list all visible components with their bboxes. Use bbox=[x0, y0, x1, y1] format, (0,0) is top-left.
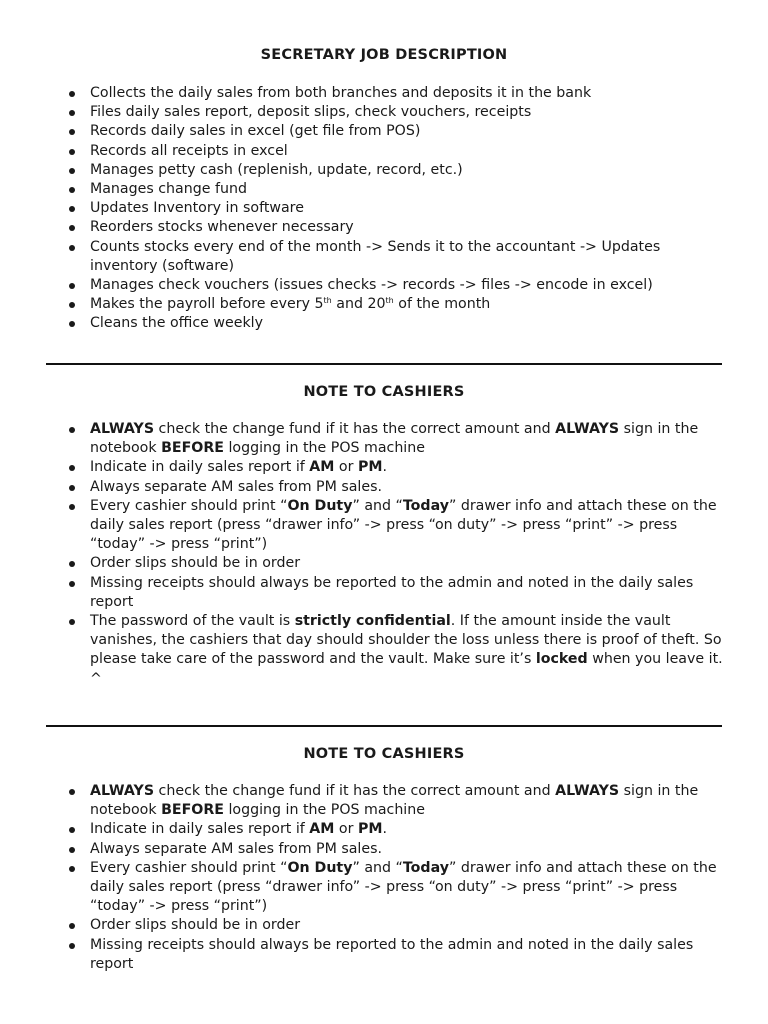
duty-item: Counts stocks every end of the month -> Sends it to the accountant -> Updates inventory (software) bbox=[90, 238, 730, 276]
note-item: Always separate AM sales from PM sales. bbox=[90, 840, 730, 859]
duty-item: Manages check vouchers (issues checks -> records -> files -> encode in excel) bbox=[90, 276, 730, 295]
cashiers-note-section-1 bbox=[0, 383, 768, 401]
secretary-duties-list bbox=[90, 84, 730, 334]
cashiers-note-title: NOTE TO CASHIERS bbox=[303, 746, 465, 762]
duty-item: Cleans the office weekly bbox=[90, 314, 730, 333]
duty-item: Records all receipts in excel bbox=[90, 142, 730, 161]
duty-item: Files daily sales report, deposit slips, check vouchers, receipts bbox=[90, 103, 730, 122]
note-item: Order slips should be in order bbox=[90, 916, 730, 935]
note-item-indicate: Indicate in daily sales report if AM or PM. bbox=[90, 820, 730, 839]
secretary-section bbox=[0, 46, 768, 64]
duty-item: Reorders stocks whenever necessary bbox=[90, 218, 730, 237]
note-item-indicate: Indicate in daily sales report if AM or PM. bbox=[90, 458, 730, 477]
note-item: Missing receipts should always be reported to the admin and noted in the daily sales report bbox=[90, 936, 730, 974]
note-item-always: ALWAYS check the change fund if it has the correct amount and ALWAYS sign in the notebook BEFORE logging in the POS machine bbox=[90, 420, 730, 458]
cashiers-notes-list bbox=[90, 782, 730, 974]
section-divider bbox=[46, 363, 722, 365]
cashiers-notes-list bbox=[90, 420, 730, 689]
duty-item: Collects the daily sales from both branches and deposits it in the bank bbox=[90, 84, 730, 103]
note-item: Order slips should be in order bbox=[90, 554, 730, 573]
secretary-title: SECRETARY JOB DESCRIPTION bbox=[260, 47, 508, 63]
section-divider bbox=[46, 725, 722, 727]
note-item-vault: The password of the vault is strictly confidential. If the amount inside the vault vanishes, the cashiers that day should shoulder the loss unless there is proof of theft. So please take care of the password and the vault. Make sure it’s locked when you leave it. ^ bbox=[90, 612, 730, 689]
duty-item: Records daily sales in excel (get file from POS) bbox=[90, 122, 730, 141]
note-item: Always separate AM sales from PM sales. bbox=[90, 478, 730, 497]
duty-item: Updates Inventory in software bbox=[90, 199, 730, 218]
note-item-print: Every cashier should print “On Duty” and “Today” drawer info and attach these on the daily sales report (press “drawer info” -> press “on duty” -> press “print” -> press “today” -> press “print”) bbox=[90, 497, 730, 555]
note-item-always: ALWAYS check the change fund if it has the correct amount and ALWAYS sign in the notebook BEFORE logging in the POS machine bbox=[90, 782, 730, 820]
note-item: Missing receipts should always be reported to the admin and noted in the daily sales report bbox=[90, 574, 730, 612]
cashiers-note-title: NOTE TO CASHIERS bbox=[303, 384, 465, 400]
duty-item: Manages change fund bbox=[90, 180, 730, 199]
cashiers-note-section-2 bbox=[0, 745, 768, 763]
note-item-print: Every cashier should print “On Duty” and “Today” drawer info and attach these on the daily sales report (press “drawer info” -> press “on duty” -> press “print” -> press “today” -> press “print”) bbox=[90, 859, 730, 917]
duty-item: Manages petty cash (replenish, update, record, etc.) bbox=[90, 161, 730, 180]
duty-item-payroll: Makes the payroll before every 5th and 20th of the month bbox=[90, 295, 730, 314]
